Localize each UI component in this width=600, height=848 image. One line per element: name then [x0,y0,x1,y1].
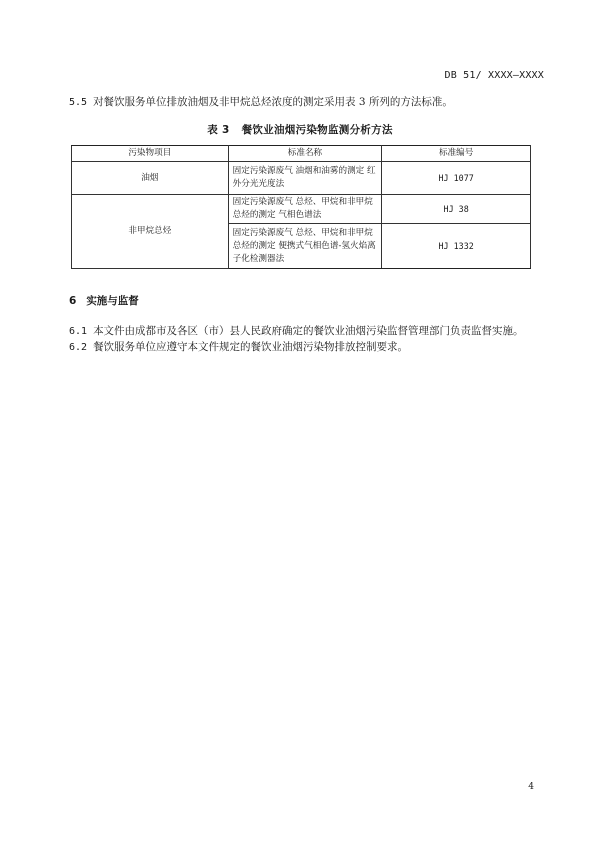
clause-5-5 [69,95,453,110]
column-header-standard-code: 标准编号 [382,146,531,162]
document-code: DB 51/ XXXX—XXXX [444,70,544,81]
clause-number: 6.2 [69,342,88,353]
standard-code-cell: HJ 1077 [382,162,531,195]
section-heading [69,293,139,308]
clause-text: 对餐饮服务单位排放油烟及非甲烷总烃浓度的测定采用表 3 所列的方法标准。 [93,96,453,108]
section-number: 6 [69,295,77,307]
clause-6-2 [69,340,408,355]
standard-name-cell: 固定污染源废气 油烟和油雾的测定 红外分光光度法 [228,162,382,195]
section-title: 实施与监督 [86,295,139,307]
table-title [0,122,600,137]
clause-text: 餐饮服务单位应遵守本文件规定的餐饮业油烟污染物排放控制要求。 [93,341,409,353]
column-header-pollutant: 污染物项目 [72,146,229,162]
table-number: 表 3 [207,124,230,136]
pollutant-cell: 油烟 [72,162,229,195]
clause-6-1 [69,324,524,339]
standard-code-cell: HJ 38 [382,195,531,224]
table-row [72,162,531,195]
standard-code-cell: HJ 1332 [382,224,531,269]
pollutant-cell: 非甲烷总烃 [72,195,229,269]
table-row [72,195,531,224]
clause-number: 5.5 [69,97,88,108]
table-caption: 餐饮业油烟污染物监测分析方法 [241,124,393,136]
standard-name-cell: 固定污染源废气 总烃、甲烷和非甲烷总烃的测定 便携式气相色谱-氢火焰离子化检测器法 [228,224,382,269]
column-header-standard-name: 标准名称 [228,146,382,162]
methods-table [71,145,531,269]
clause-text: 本文件由成都市及各区（市）县人民政府确定的餐饮业油烟污染监督管理部门负责监督实施。 [93,325,524,337]
clause-number: 6.1 [69,326,88,337]
page-number: 4 [528,782,534,792]
standard-name-cell: 固定污染源废气 总烃、甲烷和非甲烷总烃的测定 气相色谱法 [228,195,382,224]
table-header-row [72,146,531,162]
